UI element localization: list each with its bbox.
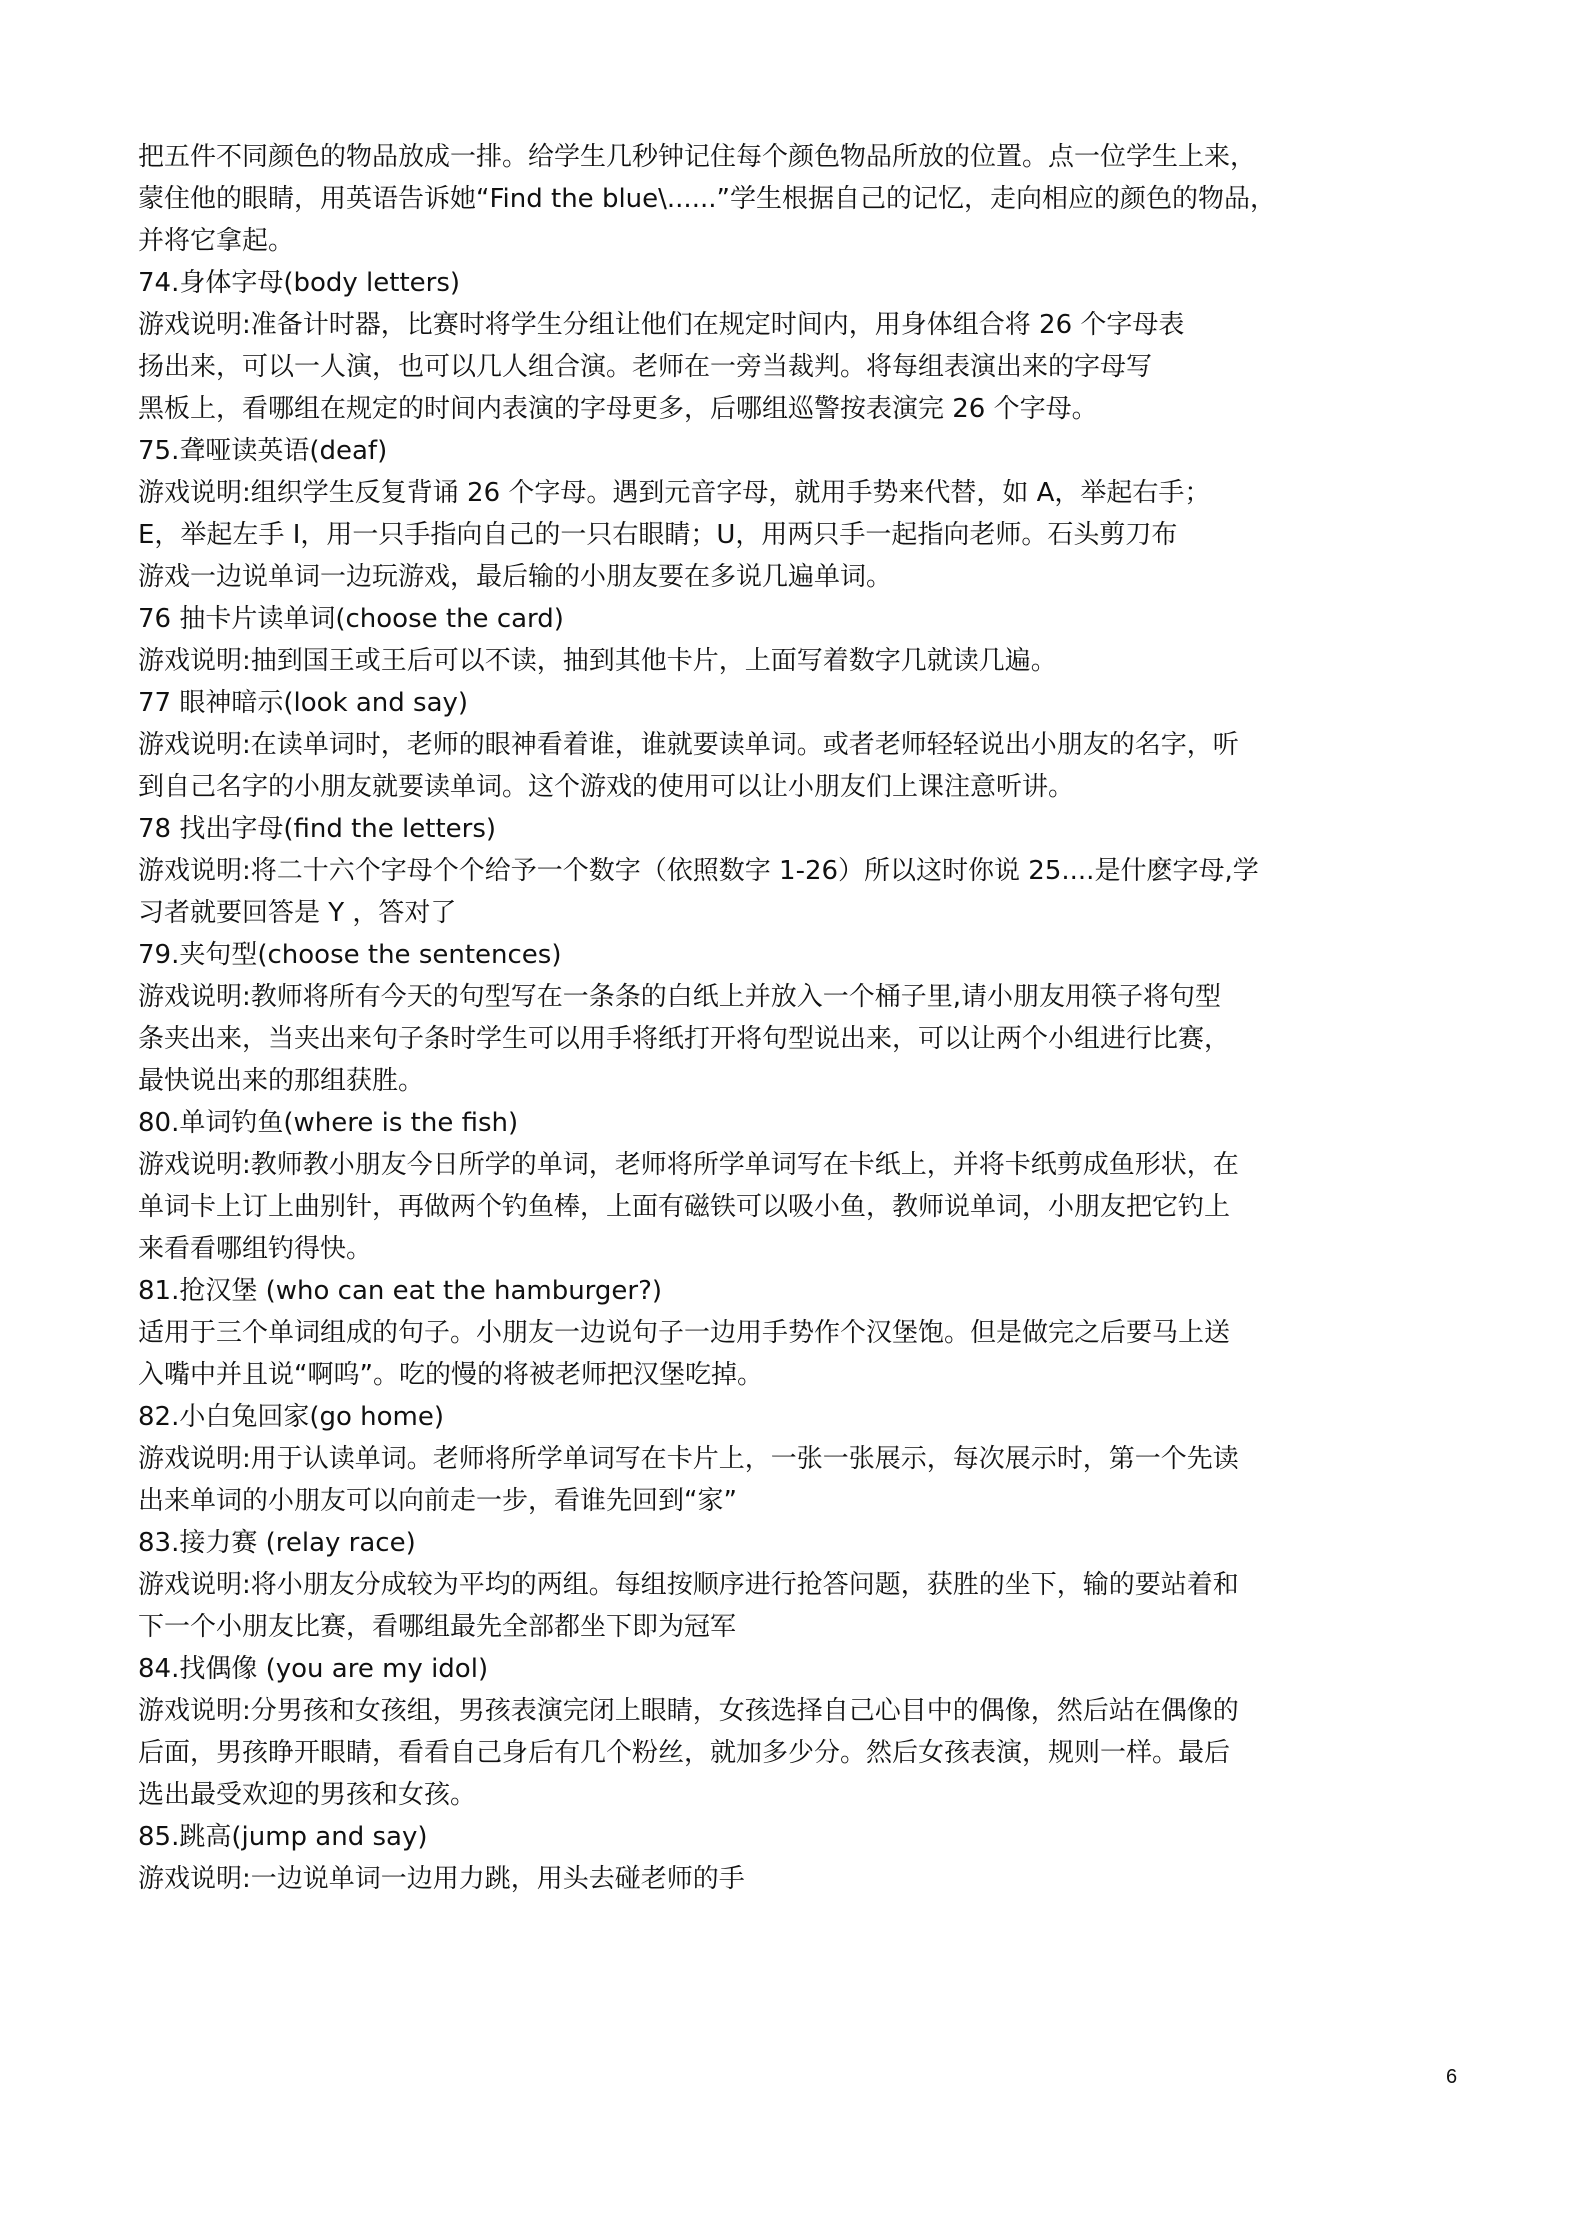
body-line: 黑板上，看哪组在规定的时间内表演的字母更多，后哪组巡警按表演完 26 个字母。 [138, 394, 1098, 424]
document-body [138, 136, 1468, 1900]
body-line: 单词卡上订上曲别针，再做两个钓鱼棒，上面有磁铁可以吸小鱼，教师说单词，小朋友把它钓上 [138, 1192, 1231, 1222]
game-heading-85: 85.跳高(jump and say) [138, 1822, 428, 1852]
body-line: 游戏说明:用于认读单词。老师将所学单词写在卡片上，一张一张展示，每次展示时，第一个先读 [138, 1444, 1239, 1474]
body-line: 游戏说明:在读单词时，老师的眼神看着谁，谁就要读单词。或者老师轻轻说出小朋友的名字，听 [138, 730, 1239, 760]
body-line: 下一个小朋友比赛，看哪组最先全部都坐下即为冠军 [138, 1612, 737, 1642]
body-line: 出来单词的小朋友可以向前走一步，看谁先回到“家” [138, 1486, 737, 1516]
game-heading-80: 80.单词钓鱼(where is the fish) [138, 1108, 519, 1138]
body-line: 游戏说明:准备计时器，比赛时将学生分组让他们在规定时间内，用身体组合将 26 个字母表 [138, 310, 1185, 340]
body-line: 习者就要回答是 Y ，答对了 [138, 898, 457, 928]
body-line: 把五件不同颜色的物品放成一排。给学生几秒钟记住每个颜色物品所放的位置。点一位学生上来， [138, 142, 1257, 172]
body-line: 游戏说明:抽到国王或王后可以不读，抽到其他卡片，上面写着数字几就读几遍。 [138, 646, 1057, 676]
game-heading-79: 79.夹句型(choose the sentences) [138, 940, 562, 970]
game-heading-78: 78 找出字母(find the letters) [138, 814, 497, 844]
game-heading-75: 75.聋哑读英语(deaf) [138, 436, 388, 466]
body-line: 扬出来，可以一人演，也可以几人组合演。老师在一旁当裁判。将每组表演出来的字母写 [138, 352, 1153, 382]
body-line: 游戏说明:组织学生反复背诵 26 个字母。遇到元音字母，就用手势来代替，如 A，举起右手； [138, 478, 1211, 508]
body-line: 游戏说明:分男孩和女孩组，男孩表演完闭上眼睛，女孩选择自己心目中的偶像，然后站在偶像的 [138, 1696, 1239, 1726]
game-heading-82: 82.小白兔回家(go home) [138, 1402, 445, 1432]
body-line: 选出最受欢迎的男孩和女孩。 [138, 1780, 477, 1810]
game-heading-76: 76 抽卡片读单词(choose the card) [138, 604, 564, 634]
body-line: 后面，男孩睁开眼睛，看看自己身后有几个粉丝，就加多少分。然后女孩表演，规则一样。最后 [138, 1738, 1231, 1768]
body-line: 来看看哪组钓得快。 [138, 1234, 373, 1264]
body-line: 并将它拿起。 [138, 226, 295, 256]
body-line: 游戏一边说单词一边玩游戏，最后输的小朋友要在多说几遍单词。 [138, 562, 893, 592]
body-line: 适用于三个单词组成的句子。小朋友一边说句子一边用手势作个汉堡饱。但是做完之后要马上送 [138, 1318, 1231, 1348]
game-heading-83: 83.接力赛 (relay race) [138, 1528, 416, 1558]
body-line: 最快说出来的那组获胜。 [138, 1066, 425, 1096]
body-line: 游戏说明:一边说单词一边用力跳，用头去碰老师的手 [138, 1864, 745, 1894]
body-line: 游戏说明:教师教小朋友今日所学的单词，老师将所学单词写在卡纸上，并将卡纸剪成鱼形状，在 [138, 1150, 1239, 1180]
body-line: 游戏说明:将小朋友分成较为平均的两组。每组按顺序进行抢答问题，获胜的坐下，输的要站着和 [138, 1570, 1239, 1600]
body-line: 入嘴中并且说“啊呜”。吃的慢的将被老师把汉堡吃掉。 [138, 1360, 763, 1390]
body-line: 游戏说明:将二十六个字母个个给予一个数字（依照数字 1-26）所以这时你说 25....是什麽字母,学 [138, 856, 1259, 886]
body-line: 蒙住他的眼睛，用英语告诉她“Find the blue\......”学生根据自己的记忆，走向相应的颜色的物品， [138, 184, 1276, 214]
page-number: 6 [1446, 2066, 1458, 2088]
game-heading-77: 77 眼神暗示(look and say) [138, 688, 469, 718]
body-line: 游戏说明:教师将所有今天的句型写在一条条的白纸上并放入一个桶子里,请小朋友用筷子将句型 [138, 982, 1222, 1012]
body-line: 条夹出来，当夹出来句子条时学生可以用手将纸打开将句型说出来，可以让两个小组进行比赛， [138, 1024, 1231, 1054]
game-heading-74: 74.身体字母(body letters) [138, 268, 461, 298]
game-heading-84: 84.找偶像 (you are my idol) [138, 1654, 489, 1684]
body-line: 到自己名字的小朋友就要读单词。这个游戏的使用可以让小朋友们上课注意听讲。 [138, 772, 1075, 802]
body-line: E，举起左手 I，用一只手指向自己的一只右眼睛；U，用两只手一起指向老师。石头剪刀布 [138, 520, 1178, 550]
game-heading-81: 81.抢汉堡 (who can eat the hamburger?) [138, 1276, 663, 1306]
